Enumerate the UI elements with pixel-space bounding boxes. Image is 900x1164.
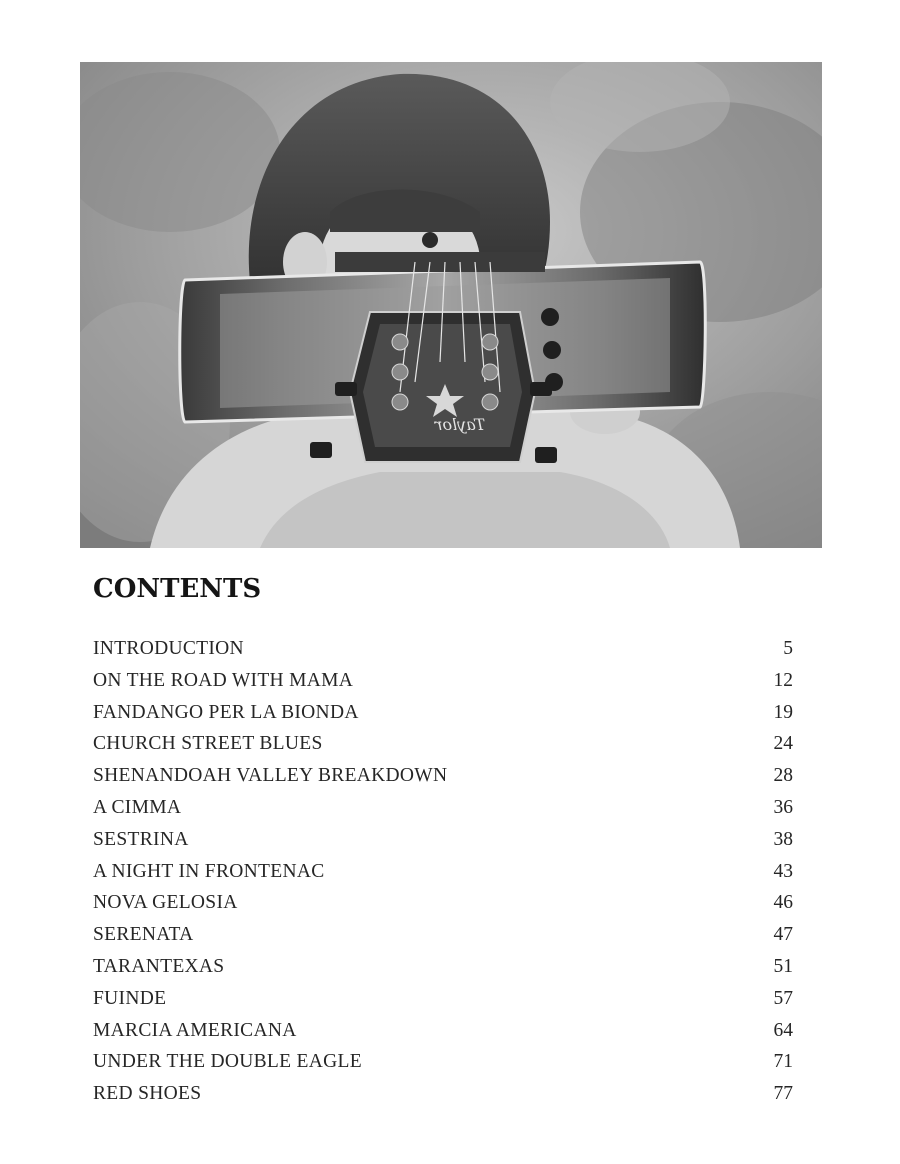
- toc-entry-title: SHENANDOAH VALLEY BREAKDOWN: [93, 765, 448, 787]
- toc-entry-title: ON THE ROAD WITH MAMA: [93, 669, 354, 691]
- guitarist-photo: [80, 62, 822, 548]
- toc-entry-page: 57: [773, 987, 793, 1009]
- contents-heading: CONTENTS: [93, 574, 262, 604]
- toc-entry-page: 19: [773, 701, 793, 723]
- toc-entry-page: 77: [773, 1083, 793, 1105]
- toc-entry-page: 51: [773, 955, 793, 977]
- toc-entry-title: A NIGHT IN FRONTENAC: [93, 860, 325, 882]
- toc-entry-title: CHURCH STREET BLUES: [93, 733, 323, 755]
- toc-entry-page: 28: [773, 765, 793, 787]
- toc-entry-page: 12: [773, 669, 793, 691]
- toc-entry-page: 38: [773, 828, 793, 850]
- table-of-contents: [93, 638, 793, 1115]
- toc-entry: [93, 1020, 793, 1052]
- toc-entry: [93, 797, 793, 829]
- toc-entry-title: FANDANGO PER LA BIONDA: [93, 701, 359, 723]
- toc-entry: [93, 765, 793, 797]
- toc-entry-page: 47: [773, 924, 793, 946]
- toc-entry-page: 24: [773, 733, 793, 755]
- toc-entry-title: RED SHOES: [93, 1083, 202, 1105]
- toc-entry: [93, 956, 793, 988]
- toc-entry: [93, 829, 793, 861]
- toc-entry-page: 46: [773, 892, 793, 914]
- toc-entry-title: A CIMMA: [93, 796, 182, 818]
- toc-entry-page: 36: [773, 796, 793, 818]
- toc-entry-title: TARANTEXAS: [93, 955, 225, 977]
- toc-entry: [93, 733, 793, 765]
- cover-photo: [80, 62, 822, 548]
- toc-entry-title: UNDER THE DOUBLE EAGLE: [93, 1051, 362, 1073]
- toc-entry: [93, 1083, 793, 1115]
- headstock-logo: Taylor: [434, 415, 486, 434]
- toc-entry-title: NOVA GELOSIA: [93, 892, 238, 914]
- toc-entry: [93, 892, 793, 924]
- toc-entry-page: 5: [783, 638, 793, 659]
- toc-entry-title: SERENATA: [93, 924, 194, 946]
- toc-entry: [93, 670, 793, 702]
- toc-entry: [93, 861, 793, 893]
- toc-entry-page: 71: [773, 1051, 793, 1073]
- toc-entry: [93, 924, 793, 956]
- toc-entry: [93, 702, 793, 734]
- toc-entry: [93, 638, 793, 670]
- toc-entry-title: FUINDE: [93, 987, 167, 1009]
- toc-entry-title: INTRODUCTION: [93, 638, 244, 659]
- toc-entry: [93, 1051, 793, 1083]
- toc-entry: [93, 988, 793, 1020]
- toc-entry-title: MARCIA AMERICANA: [93, 1019, 297, 1041]
- toc-entry-page: 64: [773, 1019, 793, 1041]
- toc-entry-page: 43: [773, 860, 793, 882]
- toc-entry-title: SESTRINA: [93, 828, 189, 850]
